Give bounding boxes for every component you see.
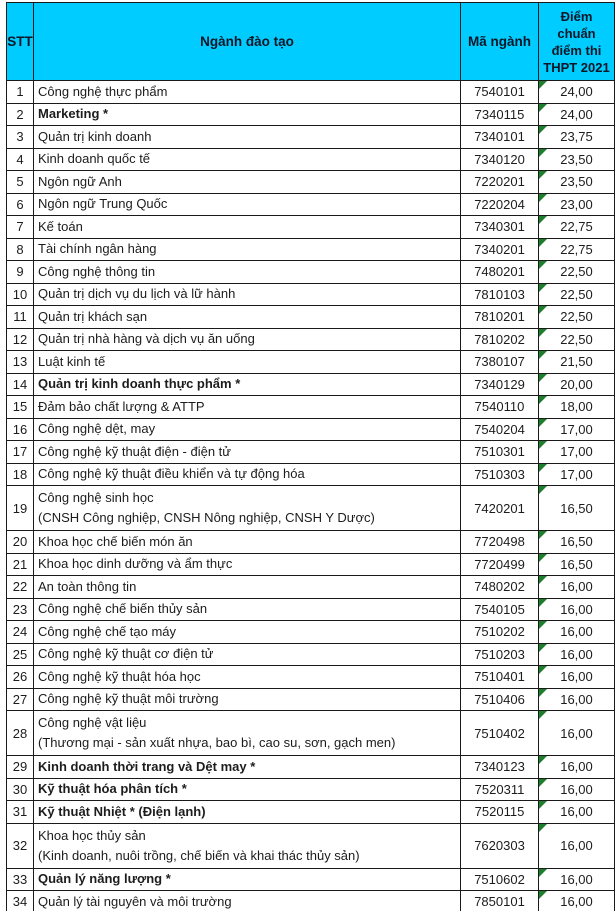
- major-name-cell: [34, 688, 461, 711]
- score-cell: [539, 81, 615, 104]
- major-name: Công nghệ thông tin: [38, 263, 156, 279]
- major-name: Tài chính ngân hàng: [38, 241, 157, 257]
- major-code-cell: 7340129: [461, 373, 539, 396]
- cell-error-triangle-icon: [539, 756, 547, 764]
- major-name-cell: [34, 621, 461, 644]
- major-name-cell: [34, 711, 461, 756]
- score-cell: [539, 576, 615, 599]
- major-name-cell: [34, 396, 461, 419]
- major-code-cell: 7340123: [461, 756, 539, 779]
- major-name-cell: [34, 148, 461, 171]
- score-value: 21,50: [560, 354, 593, 370]
- cell-error-triangle-icon: [539, 104, 547, 112]
- major-name-cell: [34, 801, 461, 824]
- major-code-cell: 7850101: [461, 891, 539, 911]
- row-number-cell: 13: [7, 351, 34, 374]
- row-number-cell: 25: [7, 643, 34, 666]
- table-row: [7, 688, 615, 711]
- score-value: 16,00: [560, 781, 593, 797]
- cell-error-triangle-icon: [539, 149, 547, 157]
- major-name-cell: [34, 441, 461, 464]
- score-value: 24,00: [560, 84, 593, 100]
- score-cell: [539, 216, 615, 239]
- major-code-cell: 7340120: [461, 148, 539, 171]
- major-code-cell: 7540204: [461, 418, 539, 441]
- major-subname: (Thương mại - sản xuất nhựa, bao bì, cao su, sơn, gạch men): [38, 735, 396, 750]
- score-value: 16,00: [560, 646, 593, 662]
- major-code-cell: 7340301: [461, 216, 539, 239]
- column-header-code: Mã ngành: [461, 3, 539, 81]
- table-row: [7, 418, 615, 441]
- cell-error-triangle-icon: [539, 194, 547, 202]
- score-cell: [539, 486, 615, 531]
- table-row: [7, 306, 615, 329]
- cell-error-triangle-icon: [539, 599, 547, 607]
- major-name-cell: [34, 576, 461, 599]
- major-name-cell: [34, 81, 461, 104]
- cell-error-triangle-icon: [539, 419, 547, 427]
- cell-error-triangle-icon: [539, 396, 547, 404]
- cell-error-triangle-icon: [539, 351, 547, 359]
- major-name-cell: [34, 193, 461, 216]
- score-cell: [539, 306, 615, 329]
- major-name-cell: [34, 373, 461, 396]
- score-cell: [539, 621, 615, 644]
- row-number-cell: 31: [7, 801, 34, 824]
- table-row: [7, 531, 615, 554]
- major-name: Công nghệ thực phẩm: [38, 83, 168, 99]
- major-name-cell: [34, 351, 461, 374]
- cell-error-triangle-icon: [539, 81, 547, 89]
- major-name: Khoa học dinh dưỡng và ẩm thực: [38, 556, 233, 572]
- score-cell: [539, 103, 615, 126]
- major-subname: (CNSH Công nghiệp, CNSH Nông nghiệp, CNSH Y Dược): [38, 510, 375, 525]
- major-code-cell: 7510202: [461, 621, 539, 644]
- table-row: [7, 283, 615, 306]
- major-name: Kế toán: [38, 218, 83, 234]
- score-value: 17,00: [560, 421, 593, 437]
- score-value: 16,50: [560, 534, 593, 550]
- cell-error-triangle-icon: [539, 644, 547, 652]
- table-row: [7, 171, 615, 194]
- score-value: 22,50: [560, 264, 593, 280]
- major-name: Công nghệ kỹ thuật cơ điện tử: [38, 646, 214, 662]
- major-name: Công nghệ chế tạo máy: [38, 623, 177, 639]
- row-number-cell: 30: [7, 778, 34, 801]
- table-row: [7, 351, 615, 374]
- header-row: [7, 3, 615, 81]
- column-header-score: [539, 3, 615, 81]
- row-number-cell: 10: [7, 283, 34, 306]
- score-value: 22,50: [560, 331, 593, 347]
- table-row: [7, 711, 615, 756]
- major-name-cell: [34, 103, 461, 126]
- score-cell: [539, 441, 615, 464]
- row-number-cell: 12: [7, 328, 34, 351]
- table-row: [7, 126, 615, 149]
- table-row: [7, 823, 615, 868]
- table-row: [7, 621, 615, 644]
- major-name: Kỹ thuật hóa phân tích *: [38, 781, 187, 797]
- score-value: 16,00: [560, 759, 593, 775]
- row-number-cell: 22: [7, 576, 34, 599]
- cell-error-triangle-icon: [539, 554, 547, 562]
- score-header-line-3: điểm thi: [551, 42, 602, 58]
- major-name: Luật kinh tế: [38, 353, 106, 369]
- major-name: Khoa học chế biến món ăn: [38, 533, 193, 549]
- score-cell: [539, 351, 615, 374]
- cell-error-triangle-icon: [539, 441, 547, 449]
- major-code-cell: 7480202: [461, 576, 539, 599]
- score-value: 16,00: [560, 725, 593, 741]
- table-row: [7, 643, 615, 666]
- cell-error-triangle-icon: [539, 666, 547, 674]
- cell-error-triangle-icon: [539, 126, 547, 134]
- major-name-cell: [34, 778, 461, 801]
- row-number-cell: 29: [7, 756, 34, 779]
- major-code-cell: 7720499: [461, 553, 539, 576]
- major-name-cell: [34, 891, 461, 911]
- major-code-cell: 7510406: [461, 688, 539, 711]
- score-value: 22,75: [560, 241, 593, 257]
- row-number-cell: 23: [7, 598, 34, 621]
- major-name-cell: [34, 598, 461, 621]
- major-name: Công nghệ dệt, may: [38, 421, 156, 437]
- cell-error-triangle-icon: [539, 869, 547, 877]
- cell-error-triangle-icon: [539, 374, 547, 382]
- column-header-major: Ngành đào tạo: [34, 3, 461, 81]
- major-name: Công nghệ kỹ thuật điện - điện tử: [38, 443, 231, 459]
- score-value: 23,50: [560, 151, 593, 167]
- cell-error-triangle-icon: [539, 464, 547, 472]
- major-code-cell: 7810103: [461, 283, 539, 306]
- major-name: Công nghệ chế biến thủy sản: [38, 601, 208, 617]
- score-value: 16,00: [560, 669, 593, 685]
- row-number-cell: 16: [7, 418, 34, 441]
- major-code-cell: 7620303: [461, 823, 539, 868]
- major-name: Công nghệ kỹ thuật điều khiển và tự động hóa: [38, 466, 305, 482]
- score-cell: [539, 171, 615, 194]
- cell-error-triangle-icon: [539, 891, 547, 899]
- major-code-cell: 7510602: [461, 868, 539, 891]
- row-number-cell: 27: [7, 688, 34, 711]
- table-row: [7, 238, 615, 261]
- row-number-cell: 2: [7, 103, 34, 126]
- major-name: An toàn thông tin: [38, 578, 137, 594]
- major-name: Kỹ thuật Nhiệt * (Điện lạnh): [38, 803, 206, 819]
- major-code-cell: 7420201: [461, 486, 539, 531]
- major-name-cell: [34, 328, 461, 351]
- score-cell: [539, 711, 615, 756]
- major-name-cell: [34, 238, 461, 261]
- major-name: Quản trị kinh doanh thực phẩm *: [38, 376, 241, 392]
- major-code-cell: 7540101: [461, 81, 539, 104]
- score-cell: [539, 688, 615, 711]
- row-number-cell: 11: [7, 306, 34, 329]
- major-name-cell: [34, 463, 461, 486]
- major-name-cell: [34, 418, 461, 441]
- score-cell: [539, 778, 615, 801]
- major-name-cell: [34, 756, 461, 779]
- table-row: [7, 553, 615, 576]
- row-number-cell: 8: [7, 238, 34, 261]
- table-body: [7, 81, 615, 911]
- major-code-cell: 7510401: [461, 666, 539, 689]
- major-name: Ngôn ngữ Anh: [38, 173, 122, 189]
- score-value: 23,50: [560, 174, 593, 190]
- score-value: 23,00: [560, 196, 593, 212]
- table-row: [7, 441, 615, 464]
- score-value: 16,00: [560, 601, 593, 617]
- cell-error-triangle-icon: [539, 216, 547, 224]
- major-name: Quản lý tài nguyên và môi trường: [38, 893, 232, 909]
- score-cell: [539, 373, 615, 396]
- major-code-cell: 7540105: [461, 598, 539, 621]
- row-number-cell: 24: [7, 621, 34, 644]
- row-number-cell: 19: [7, 486, 34, 531]
- score-value: 16,00: [560, 624, 593, 640]
- major-name-cell: [34, 666, 461, 689]
- table-row: [7, 801, 615, 824]
- score-cell: [539, 418, 615, 441]
- cell-error-triangle-icon: [539, 171, 547, 179]
- row-number-cell: 26: [7, 666, 34, 689]
- cell-error-triangle-icon: [539, 576, 547, 584]
- major-code-cell: 7340101: [461, 126, 539, 149]
- table-header: [7, 3, 615, 81]
- major-name-cell: [34, 868, 461, 891]
- major-code-cell: 7380107: [461, 351, 539, 374]
- cell-error-triangle-icon: [539, 711, 547, 719]
- major-name-cell: [34, 643, 461, 666]
- score-value: 23,75: [560, 129, 593, 145]
- major-code-cell: 7220204: [461, 193, 539, 216]
- cell-error-triangle-icon: [539, 689, 547, 697]
- major-code-cell: 7720498: [461, 531, 539, 554]
- score-value: 22,75: [560, 219, 593, 235]
- cell-error-triangle-icon: [539, 801, 547, 809]
- score-cell: [539, 126, 615, 149]
- major-code-cell: 7510303: [461, 463, 539, 486]
- score-cell: [539, 666, 615, 689]
- table-row: [7, 868, 615, 891]
- score-cell: [539, 193, 615, 216]
- major-name-cell: [34, 306, 461, 329]
- score-cell: [539, 396, 615, 419]
- cell-error-triangle-icon: [539, 239, 547, 247]
- score-value: 24,00: [560, 106, 593, 122]
- score-value: 17,00: [560, 444, 593, 460]
- row-number-cell: 34: [7, 891, 34, 911]
- major-name: Quản lý năng lượng *: [38, 871, 171, 887]
- cell-error-triangle-icon: [539, 486, 547, 494]
- major-name: Kinh doanh quốc tế: [38, 151, 151, 167]
- cell-error-triangle-icon: [539, 284, 547, 292]
- score-cell: [539, 261, 615, 284]
- table-row: [7, 216, 615, 239]
- major-code-cell: 7340201: [461, 238, 539, 261]
- major-name: Khoa học thủy sản: [38, 827, 146, 843]
- table-row: [7, 666, 615, 689]
- score-value: 18,00: [560, 399, 593, 415]
- table-row: [7, 103, 615, 126]
- row-number-cell: 33: [7, 868, 34, 891]
- table-row: [7, 756, 615, 779]
- score-value: 22,50: [560, 286, 593, 302]
- cell-error-triangle-icon: [539, 261, 547, 269]
- score-cell: [539, 868, 615, 891]
- score-cell: [539, 823, 615, 868]
- row-number-cell: 15: [7, 396, 34, 419]
- score-cell: [539, 283, 615, 306]
- table-row: [7, 148, 615, 171]
- row-number-cell: 18: [7, 463, 34, 486]
- row-number-cell: 17: [7, 441, 34, 464]
- major-name-cell: [34, 216, 461, 239]
- row-number-cell: 32: [7, 823, 34, 868]
- major-name: Quản trị kinh doanh: [38, 128, 152, 144]
- major-code-cell: 7510203: [461, 643, 539, 666]
- score-value: 22,50: [560, 309, 593, 325]
- score-value: 16,00: [560, 579, 593, 595]
- major-name: Đảm bảo chất lượng & ATTP: [38, 398, 205, 414]
- major-code-cell: 7520311: [461, 778, 539, 801]
- cell-error-triangle-icon: [539, 531, 547, 539]
- score-value: 16,00: [560, 691, 593, 707]
- score-cell: [539, 643, 615, 666]
- score-cell: [539, 531, 615, 554]
- table-row: [7, 328, 615, 351]
- major-name-cell: [34, 531, 461, 554]
- major-name: Quản trị nhà hàng và dịch vụ ăn uống: [38, 331, 255, 347]
- major-code-cell: 7480201: [461, 261, 539, 284]
- table-row: [7, 486, 615, 531]
- major-name: Quản trị dịch vụ du lịch và lữ hành: [38, 286, 236, 302]
- score-cell: [539, 801, 615, 824]
- cell-error-triangle-icon: [539, 329, 547, 337]
- major-name: Kinh doanh thời trang và Dệt may *: [38, 758, 256, 774]
- cell-error-triangle-icon: [539, 621, 547, 629]
- table-row: [7, 598, 615, 621]
- score-cell: [539, 756, 615, 779]
- table-row: [7, 373, 615, 396]
- score-header-line-1: Điểm: [560, 8, 593, 24]
- table-row: [7, 81, 615, 104]
- row-number-cell: 14: [7, 373, 34, 396]
- major-code-cell: 7510301: [461, 441, 539, 464]
- score-cell: [539, 891, 615, 911]
- score-cell: [539, 148, 615, 171]
- score-value: 16,00: [560, 871, 593, 887]
- column-header-stt: STT: [7, 3, 34, 81]
- major-code-cell: 7510402: [461, 711, 539, 756]
- cell-error-triangle-icon: [539, 306, 547, 314]
- row-number-cell: 5: [7, 171, 34, 194]
- major-name-cell: [34, 126, 461, 149]
- major-name-cell: [34, 823, 461, 868]
- cell-error-triangle-icon: [539, 779, 547, 787]
- row-number-cell: 28: [7, 711, 34, 756]
- score-value: 16,50: [560, 500, 593, 516]
- major-code-cell: 7340115: [461, 103, 539, 126]
- table-row: [7, 193, 615, 216]
- table-row: [7, 261, 615, 284]
- score-cell: [539, 463, 615, 486]
- major-code-cell: 7540110: [461, 396, 539, 419]
- major-subname: (Kinh doanh, nuôi trồng, chế biến và khai thác thủy sản): [38, 847, 360, 863]
- major-name: Ngôn ngữ Trung Quốc: [38, 196, 168, 212]
- score-value: 16,00: [560, 804, 593, 820]
- major-name: Công nghệ vật liệu: [38, 715, 147, 730]
- major-name: Quản trị khách sạn: [38, 308, 148, 324]
- score-cell: [539, 598, 615, 621]
- major-name-cell: [34, 486, 461, 531]
- major-name-cell: [34, 553, 461, 576]
- row-number-cell: 4: [7, 148, 34, 171]
- major-name: Công nghệ kỹ thuật hóa học: [38, 668, 201, 684]
- admission-scores-page: [0, 2, 616, 911]
- row-number-cell: 7: [7, 216, 34, 239]
- admission-scores-table: [6, 2, 615, 911]
- score-value: 20,00: [560, 376, 593, 392]
- major-code-cell: 7520115: [461, 801, 539, 824]
- score-value: 16,00: [560, 838, 593, 853]
- table-row: [7, 891, 615, 911]
- score-value: 17,00: [560, 466, 593, 482]
- table-row: [7, 396, 615, 419]
- row-number-cell: 21: [7, 553, 34, 576]
- major-code-cell: 7810201: [461, 306, 539, 329]
- row-number-cell: 6: [7, 193, 34, 216]
- table-row: [7, 576, 615, 599]
- major-name-cell: [34, 283, 461, 306]
- score-header-line-2: chuẩn: [557, 25, 596, 41]
- major-name-cell: [34, 171, 461, 194]
- row-number-cell: 3: [7, 126, 34, 149]
- score-value: 16,50: [560, 556, 593, 572]
- major-name: Công nghệ sinh học: [38, 490, 154, 505]
- major-name: Marketing *: [38, 106, 109, 122]
- major-code-cell: 7810202: [461, 328, 539, 351]
- cell-error-triangle-icon: [539, 824, 547, 832]
- score-cell: [539, 553, 615, 576]
- score-cell: [539, 328, 615, 351]
- major-name-cell: [34, 261, 461, 284]
- table-row: [7, 778, 615, 801]
- row-number-cell: 9: [7, 261, 34, 284]
- table-row: [7, 463, 615, 486]
- score-header-line-4: THPT 2021: [543, 59, 610, 75]
- major-code-cell: 7220201: [461, 171, 539, 194]
- score-value: 16,00: [560, 894, 593, 910]
- row-number-cell: 1: [7, 81, 34, 104]
- row-number-cell: 20: [7, 531, 34, 554]
- major-name: Công nghệ kỹ thuật môi trường: [38, 691, 219, 707]
- score-cell: [539, 238, 615, 261]
